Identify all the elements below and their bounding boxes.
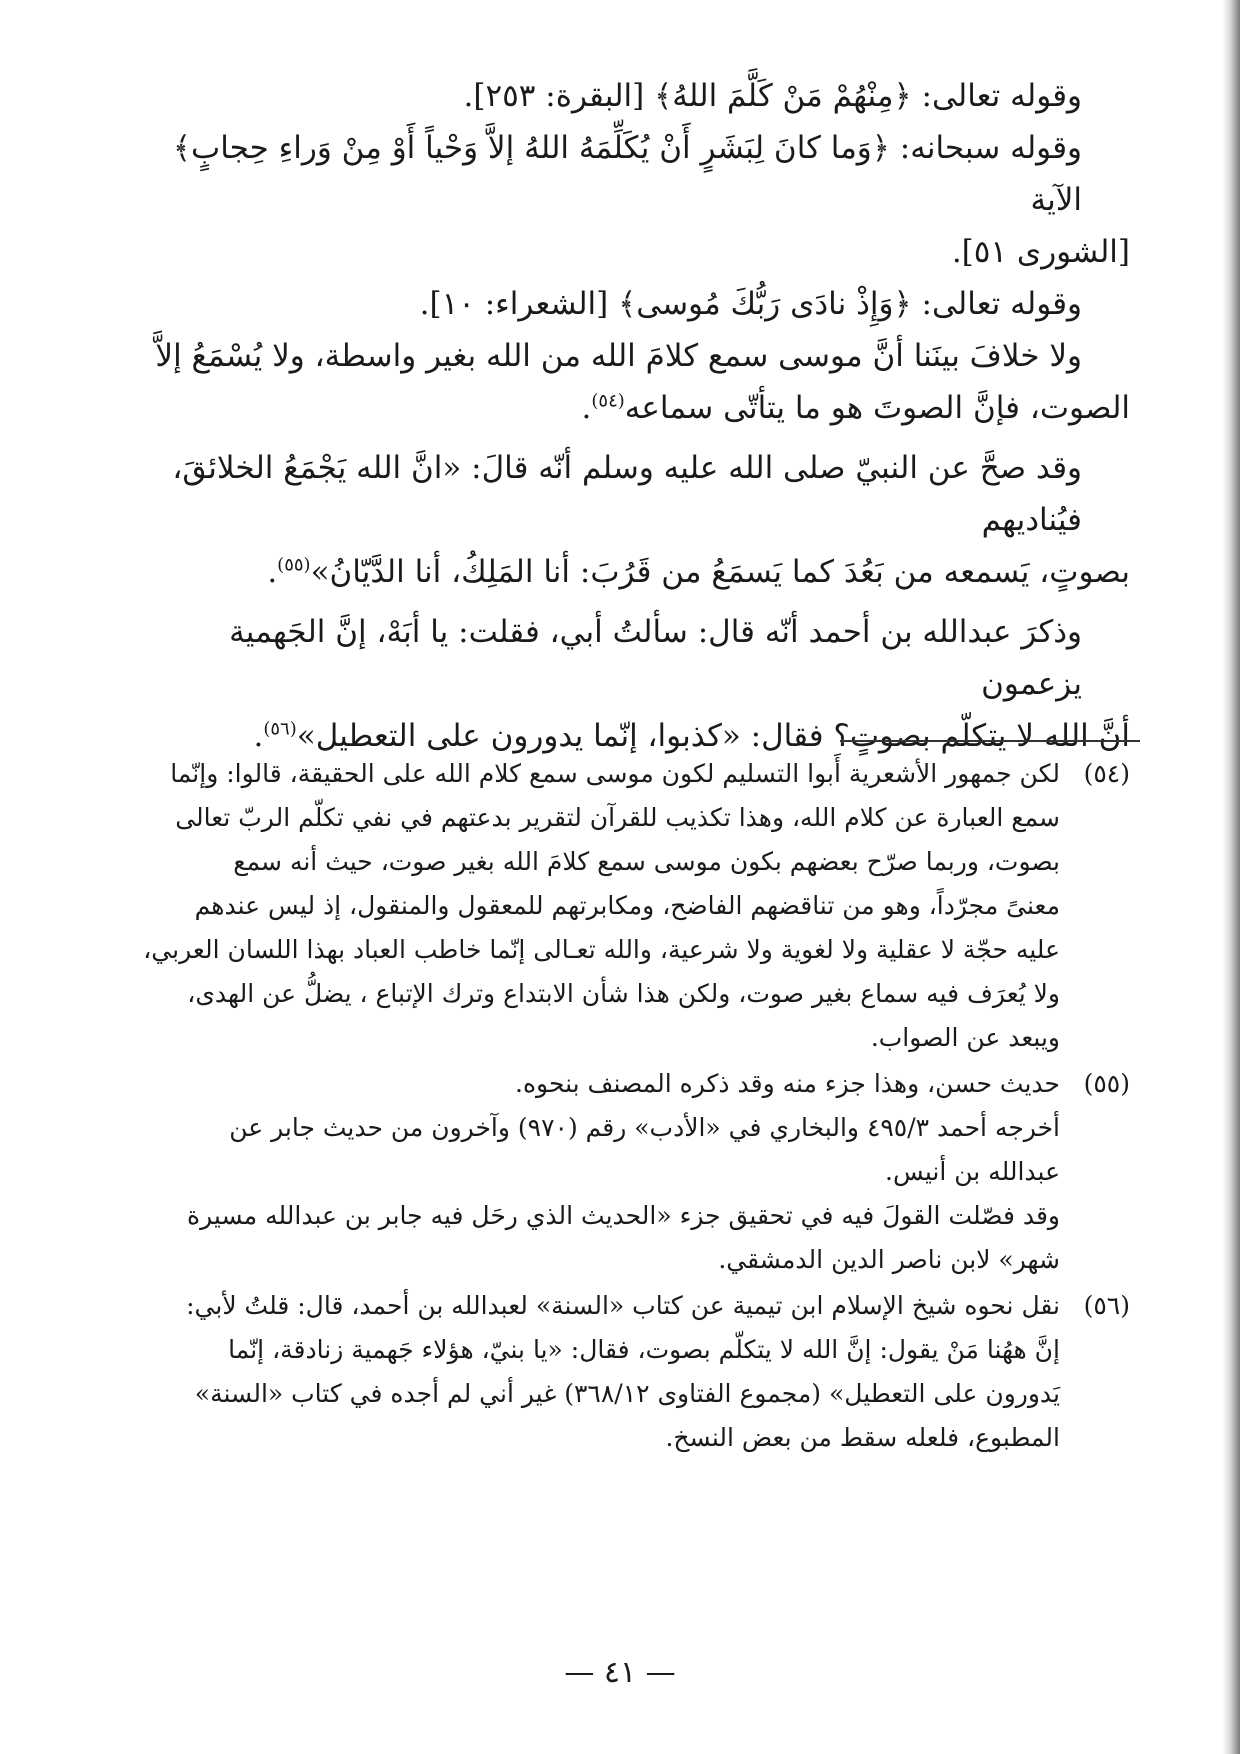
footnote-54 xyxy=(120,752,1130,1060)
footnote-line: ويبعد عن الصواب. xyxy=(870,1023,1060,1052)
footnote-separator xyxy=(840,740,1140,742)
footnote-line: سمع العبارة عن كلام الله، وهذا تكذيب للقرآن لتقرير بدعتهم في نفي تكلّم الربّ تعالى xyxy=(175,803,1060,832)
body-line: وقوله سبحانه: ﴿وَما كانَ لِبَشَرٍ أَنْ يُكَلِّمَهُ اللهُ إلاَّ وَحْياً أَوْ مِنْ وَراءِ حِجابٍ﴾ الآية xyxy=(172,130,1082,218)
line-end-dot: . xyxy=(581,390,592,426)
footnote-line: يَدورون على التعطيل» (مجموع الفتاوى ٣٦٨/١٢) غير أني لم أجده في كتاب «السنة» xyxy=(194,1379,1060,1408)
body-line: وقد صحَّ عن النبيّ صلى الله عليه وسلم أنّه قالَ: «انَّ الله يَجْمَعُ الخلائقَ، فيُناديهم xyxy=(172,450,1082,538)
footnote-line: عليه حجّة لا عقلية ولا لغوية ولا شرعية، والله تعـالى إنّما خاطب العباد بهذا اللسان العربي، xyxy=(143,935,1060,964)
footnotes xyxy=(120,752,1130,1462)
body-line: وذكرَ عبدالله بن أحمد أنّه قال: سألتُ أبي، فقلت: يا أبَهْ، إنَّ الجَهمية يزعمون xyxy=(229,614,1082,702)
footnote-line: ولا يُعرَف فيه سماع بغير صوت، ولكن هذا شأن الابتداع وترك الإتباع ، يضلُّ عن الهدى، xyxy=(187,979,1060,1008)
footnote-line: إنَّ ههُنا مَنْ يقول: إنَّ الله لا يتكلّم بصوت، فقال: «يا بنيّ، هؤلاء جَهمية زنادقة، إنّما xyxy=(228,1335,1060,1364)
body-line: [الشورى ٥١]. xyxy=(951,234,1130,270)
footnote-number: (٥٤) xyxy=(1083,759,1130,788)
page-edge-shadow xyxy=(1222,0,1240,1754)
line-end-dot: . xyxy=(253,718,264,754)
footnote-ref-54[interactable]: (٥٤) xyxy=(591,390,625,412)
footnote-number: (٥٥) xyxy=(1083,1069,1130,1098)
body-line-text: بصوتٍ، يَسمعه من بَعُدَ كما يَسمَعُ من قَرُبَ: أنا المَلِكُ، أنا الدَّيّانُ» xyxy=(310,554,1130,590)
footnote-line: شهر» لابن ناصر الدين الدمشقي. xyxy=(718,1245,1060,1274)
footnote-ref-56[interactable]: (٥٦) xyxy=(263,718,297,740)
body-line xyxy=(120,546,1130,598)
footnote-56 xyxy=(120,1284,1130,1460)
footnote-line: بصوت، وربما صرّح بعضهم بكون موسى سمع كلامَ الله بغير صوت، حيث أنه سمع xyxy=(233,847,1060,876)
footnote-line: نقل نحوه شيخ الإسلام ابن تيمية عن كتاب «السنة» لعبدالله بن أحمد، قال: قلتُ لأبي: xyxy=(186,1291,1060,1320)
footnote-55 xyxy=(120,1062,1130,1282)
footnote-line: المطبوع، فلعله سقط من بعض النسخ. xyxy=(665,1423,1060,1452)
body-line xyxy=(120,382,1130,434)
footnote-line: حديث حسن، وهذا جزء منه وقد ذكره المصنف بنحوه. xyxy=(515,1069,1060,1098)
body-line-text: الصوت، فإنَّ الصوتَ هو ما يتأتّى سماعه xyxy=(624,390,1130,426)
body-line: وقوله تعالى: ﴿وَإِذْ نادَى رَبُّكَ مُوسى﴾ [الشعراء: ١٠]. xyxy=(419,286,1082,322)
body-line-text: أنَّ الله لا يتكلّم بصوتٍ؟ فقال: «كذبوا، إنّما يدورون على التعطيل» xyxy=(296,718,1130,754)
page-number: — ٤١ — xyxy=(564,1655,676,1690)
footnote-number: (٥٦) xyxy=(1083,1291,1130,1320)
footnote-line: عبدالله بن أنيس. xyxy=(885,1157,1060,1186)
line-end-dot: . xyxy=(267,554,278,590)
main-text xyxy=(120,70,1130,762)
footnote-line: لكن جمهور الأشعرية أَبوا التسليم لكون موسى سمع كلام الله على الحقيقة، قالوا: وإنّما xyxy=(170,759,1060,788)
footnote-line: معنىً مجرّداً، وهو من تناقضهم الفاضح، ومكابرتهم للمعقول والمنقول، إذ ليس عندهم xyxy=(194,891,1060,920)
body-line: ولا خلافَ بينَنا أنَّ موسى سمع كلامَ الله من الله بغير واسطة، ولا يُسْمَعُ إلاَّ xyxy=(155,338,1082,374)
footnote-ref-55[interactable]: (٥٥) xyxy=(277,554,311,576)
body-line: وقوله تعالى: ﴿مِنْهُمْ مَنْ كَلَّمَ اللهُ﴾ [البقرة: ٢٥٣]. xyxy=(463,78,1082,114)
footnote-line: أخرجه أحمد ٤٩٥/٣ والبخاري في «الأدب» رقم (٩٧٠) وآخرون من حديث جابر عن xyxy=(229,1113,1060,1142)
footnote-line: وقد فصّلت القولَ فيه في تحقيق جزء «الحديث الذي رحَل فيه جابر بن عبدالله مسيرة xyxy=(187,1201,1060,1230)
